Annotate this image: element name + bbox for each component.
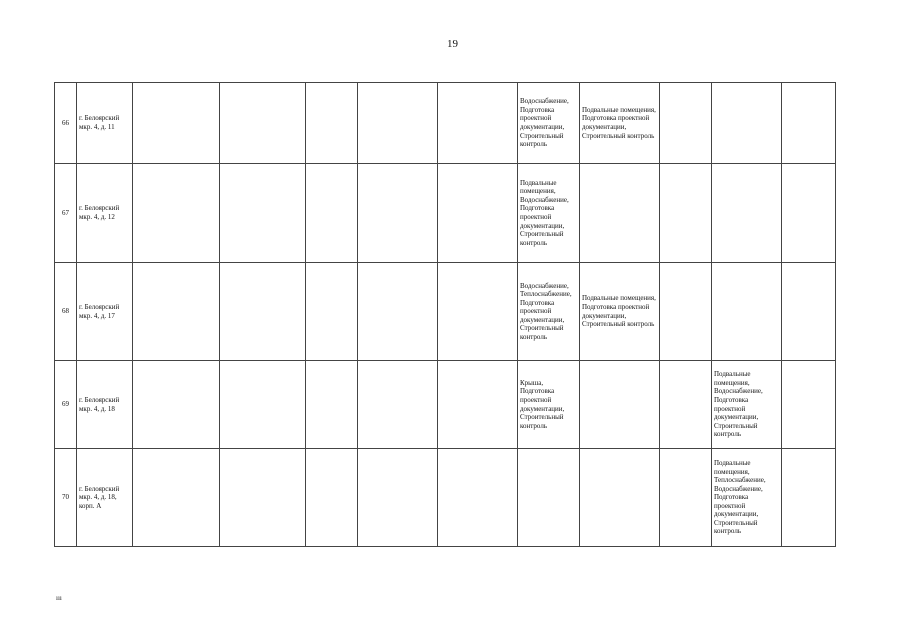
row-number-cell: 66	[55, 83, 77, 164]
row-number-cell: 68	[55, 263, 77, 361]
work-cell-c3	[306, 263, 358, 361]
work-cell-c7	[580, 361, 660, 449]
address-cell: г. Белоярский мкр. 4, д. 12	[77, 164, 133, 263]
work-cell-c6	[518, 449, 580, 547]
table-row	[55, 361, 836, 449]
address-cell: г. Белоярский мкр. 4, д. 18, корп. А	[77, 449, 133, 547]
table-row	[55, 164, 836, 263]
work-cell-c9: Подвальные помещения, Теплоснабжение, Водоснабжение, Подготовка проектной документации, Строительный контроль	[712, 449, 782, 547]
work-cell-c10	[782, 83, 836, 164]
work-cell-c8	[660, 164, 712, 263]
work-cell-c7	[580, 449, 660, 547]
table-row	[55, 263, 836, 361]
work-cell-c4	[358, 361, 438, 449]
work-cell-c5	[438, 83, 518, 164]
table-row	[55, 83, 836, 164]
work-cell-c3	[306, 164, 358, 263]
page-number: 19	[447, 38, 458, 50]
work-cell-c2	[220, 361, 306, 449]
work-cell-c4	[358, 449, 438, 547]
work-cell-c9	[712, 263, 782, 361]
work-cell-c3	[306, 361, 358, 449]
row-number-cell: 70	[55, 449, 77, 547]
address-cell: г. Белоярский мкр. 4, д. 18	[77, 361, 133, 449]
table-row	[55, 449, 836, 547]
work-cell-c1	[133, 263, 220, 361]
work-cell-c3	[306, 449, 358, 547]
work-cell-c2	[220, 263, 306, 361]
address-cell: г. Белоярский мкр. 4, д. 17	[77, 263, 133, 361]
work-cell-c8	[660, 263, 712, 361]
work-cell-c7	[580, 164, 660, 263]
work-cell-c6: Водоснабжение, Подготовка проектной документации, Строительный контроль	[518, 83, 580, 164]
work-cell-c2	[220, 83, 306, 164]
work-cell-c9	[712, 164, 782, 263]
work-cell-c10	[782, 164, 836, 263]
repair-schedule-table	[54, 82, 836, 547]
work-cell-c4	[358, 164, 438, 263]
work-cell-c2	[220, 164, 306, 263]
work-cell-c9	[712, 83, 782, 164]
work-cell-c8	[660, 83, 712, 164]
address-cell: г. Белоярский мкр. 4, д. 11	[77, 83, 133, 164]
work-cell-c5	[438, 164, 518, 263]
work-cell-c1	[133, 83, 220, 164]
work-cell-c7: Подвальные помещения, Подготовка проектной документации, Строительный контроль	[580, 83, 660, 164]
work-cell-c7: Подвальные помещения, Подготовка проектной документации, Строительный контроль	[580, 263, 660, 361]
work-cell-c5	[438, 361, 518, 449]
work-cell-c6: Крыша, Подготовка проектной документации, Строительный контроль	[518, 361, 580, 449]
work-cell-c1	[133, 449, 220, 547]
work-cell-c10	[782, 449, 836, 547]
work-cell-c3	[306, 83, 358, 164]
work-cell-c10	[782, 263, 836, 361]
work-cell-c8	[660, 361, 712, 449]
work-cell-c5	[438, 449, 518, 547]
table-body	[55, 83, 836, 547]
work-cell-c2	[220, 449, 306, 547]
work-cell-c5	[438, 263, 518, 361]
work-cell-c6: Водоснабжение, Теплоснабжение, Подготовка проектной документации, Строительный контроль	[518, 263, 580, 361]
work-cell-c4	[358, 263, 438, 361]
work-cell-c10	[782, 361, 836, 449]
row-number-cell: 67	[55, 164, 77, 263]
work-cell-c1	[133, 164, 220, 263]
work-cell-c9: Подвальные помещения, Водоснабжение, Подготовка проектной документации, Строительный контроль	[712, 361, 782, 449]
work-cell-c8	[660, 449, 712, 547]
work-cell-c1	[133, 361, 220, 449]
work-cell-c6: Подвальные помещения, Водоснабжение, Подготовка проектной документации, Строительный контроль	[518, 164, 580, 263]
work-cell-c4	[358, 83, 438, 164]
row-number-cell: 69	[55, 361, 77, 449]
footer-mark: ııı	[56, 594, 62, 602]
